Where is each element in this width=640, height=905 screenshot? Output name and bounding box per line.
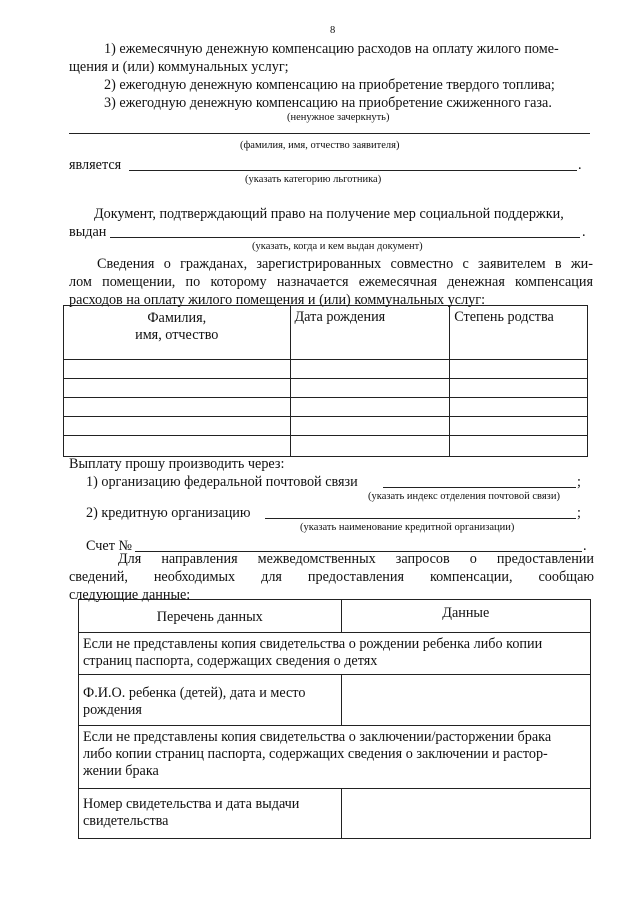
table-cell[interactable] bbox=[450, 417, 588, 436]
table-cell[interactable] bbox=[290, 398, 450, 417]
table-cell[interactable] bbox=[64, 398, 291, 417]
table-cell[interactable] bbox=[290, 379, 450, 398]
data-row-marriage-line2: либо копии страниц паспорта, содержащих сведения о заключении и растор- bbox=[83, 746, 548, 762]
page-number: 8 bbox=[330, 25, 336, 36]
data-row-child-info-line1: Ф.И.О. ребенка (детей), дата и место bbox=[83, 685, 306, 701]
data-row-birth-certificate bbox=[79, 633, 591, 675]
document-period: . bbox=[582, 224, 586, 240]
bank-line[interactable] bbox=[265, 518, 576, 519]
table-cell[interactable] bbox=[64, 417, 291, 436]
document-text: Документ, подтверждающий право на получение мер социальной поддержки, bbox=[94, 206, 564, 222]
post-office-hint: (указать индекс отделения почтовой связи) bbox=[368, 491, 560, 502]
data-row-marriage-line1: Если не представлены копия свидетельства о заключении/расторжении брака bbox=[83, 729, 552, 745]
applicant-period: . bbox=[578, 157, 582, 173]
residents-text-line3: расходов на оплату жилого помещения и (или) коммунальных услуг: bbox=[69, 292, 486, 308]
bank-hint: (указать наименование кредитной организации) bbox=[300, 522, 515, 533]
data-row-child-info-line2: рождения bbox=[83, 702, 142, 718]
interagency-text-line3: следующие данные: bbox=[69, 587, 191, 603]
applicant-name-line[interactable] bbox=[69, 133, 590, 134]
data-table bbox=[78, 599, 591, 839]
cross-out-hint: (ненужное зачеркнуть) bbox=[287, 112, 390, 123]
table-row bbox=[64, 417, 588, 436]
table-row bbox=[64, 360, 588, 379]
applicant-name-hint: (фамилия, имя, отчество заявителя) bbox=[240, 140, 400, 151]
residents-text-line1: Сведения о гражданах, зарегистрированных совместно с заявителем в жи- bbox=[97, 256, 593, 272]
category-hint: (указать категорию льготника) bbox=[245, 174, 382, 185]
residents-text-line2: лом помещении, по которому назначается ежемесячная денежная компенсация bbox=[69, 274, 593, 290]
data-row-certificate-number-line2: свидетельства bbox=[83, 813, 169, 829]
document-issued-hint: (указать, когда и кем выдан документ) bbox=[252, 241, 423, 252]
residents-table bbox=[63, 305, 588, 457]
data-row-certificate-number bbox=[79, 789, 342, 839]
col-header-relation: Степень родства bbox=[450, 306, 588, 360]
payment-bank-label: 2) кредитную организацию bbox=[86, 505, 251, 521]
account-label: Счет № bbox=[86, 538, 132, 554]
payment-post-label: 1) организацию федеральной почтовой связи bbox=[86, 474, 358, 490]
data-row-child-info-value[interactable] bbox=[341, 675, 590, 726]
table-cell[interactable] bbox=[450, 398, 588, 417]
table-cell[interactable] bbox=[64, 436, 291, 457]
payment-title: Выплату прошу производить через: bbox=[69, 456, 285, 472]
data-row-marriage-line3: жении брака bbox=[83, 763, 159, 779]
applicant-category-line[interactable] bbox=[129, 170, 577, 171]
table-cell[interactable] bbox=[450, 379, 588, 398]
account-period: . bbox=[583, 538, 587, 554]
table-cell[interactable] bbox=[64, 379, 291, 398]
data-row-certificate-number-line1: Номер свидетельства и дата выдачи bbox=[83, 796, 300, 812]
applicant-is-label: является bbox=[69, 157, 122, 173]
data-row-birth-certificate-line1: Если не представлены копия свидетельства о рождении ребенка либо копии bbox=[83, 636, 543, 652]
data-row-child-info bbox=[79, 675, 342, 726]
document-issued-label: выдан bbox=[69, 224, 107, 240]
col-header-name-line2: имя, отчество bbox=[135, 327, 219, 343]
option-monthly-compensation: 1) ежемесячную денежную компенсацию расходов на оплату жилого поме- bbox=[104, 41, 559, 57]
option-solid-fuel: 2) ежегодную денежную компенсацию на приобретение твердого топлива; bbox=[104, 77, 555, 93]
option-liquefied-gas: 3) ежегодную денежную компенсацию на приобретение сжиженного газа. bbox=[104, 95, 552, 111]
table-cell[interactable] bbox=[450, 436, 588, 457]
post-office-line[interactable] bbox=[383, 487, 576, 488]
payment-semicolon-2: ; bbox=[577, 505, 581, 521]
col-header-data: Данные bbox=[341, 600, 590, 633]
table-row bbox=[64, 398, 588, 417]
interagency-text-line1: Для направления межведомственных запросов о предоставлении bbox=[118, 551, 594, 567]
table-row bbox=[64, 436, 588, 457]
interagency-text-line2: сведений, необходимых для предоставления компенсации, сообщаю bbox=[69, 569, 594, 585]
col-header-birthdate: Дата рождения bbox=[290, 306, 450, 360]
table-row bbox=[64, 379, 588, 398]
payment-semicolon-1: ; bbox=[577, 474, 581, 490]
table-cell[interactable] bbox=[290, 360, 450, 379]
col-header-name bbox=[64, 306, 291, 360]
option-monthly-compensation-cont: щения и (или) коммунальных услуг; bbox=[69, 59, 289, 75]
table-cell[interactable] bbox=[290, 436, 450, 457]
document-issued-line[interactable] bbox=[110, 237, 580, 238]
data-row-birth-certificate-line2: страниц паспорта, содержащих сведения о детях bbox=[83, 653, 378, 669]
table-cell[interactable] bbox=[450, 360, 588, 379]
data-row-certificate-number-value[interactable] bbox=[341, 789, 590, 839]
data-row-marriage-certificate bbox=[79, 726, 591, 789]
col-header-data-list: Перечень данных bbox=[79, 600, 342, 633]
table-cell[interactable] bbox=[64, 360, 291, 379]
table-cell[interactable] bbox=[290, 417, 450, 436]
col-header-name-line1: Фамилия, bbox=[147, 310, 207, 326]
